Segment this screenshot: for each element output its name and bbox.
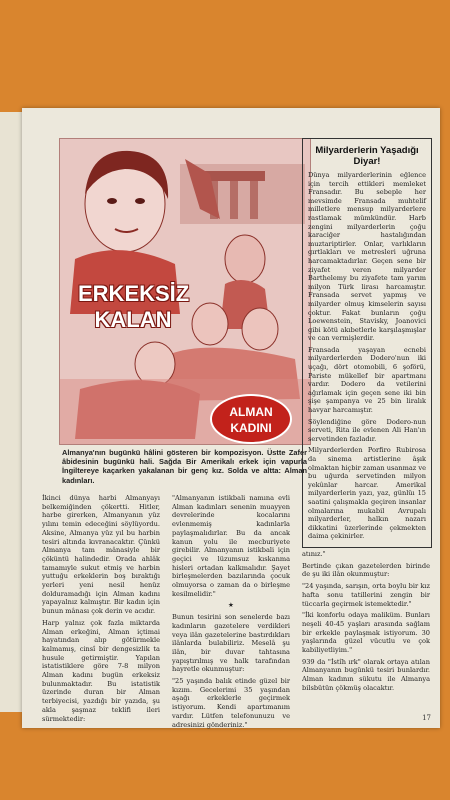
page-number: 17 <box>422 714 431 722</box>
sidebar-paragraph: Söylendiğine göre Dodero-nun serveti, Rita ile evlenen Ali Han'ın servetinden fazladır. <box>308 417 426 443</box>
article-column-2 <box>172 494 290 729</box>
article-paragraph: "İki konforlu odaya maliküm. Bunları neşeli 40-45 yaşları arasında sağlam bir erkekle paylaşmak istiyorum. 30 yaşlarında güzel vücutlu ve çok kabiliyetliyim." <box>302 611 430 655</box>
sidebar-paragraph: Milyarderlerden Porfiro Rubirosa da sinema artistlerine âşık olmaktan hiçbir zaman usanmaz ve bu uğurda servetinden milyon yekûnlar harcar. Amerikal milyarderlerin yazı, yaz, günlüı 15 saatini çalışmakla geçiren insanlar olmalarına mukabil Avrupalı milyarderler, halkın nazarı dikkatini üzerlerinde çekmekten daima çekinirler. <box>308 446 426 541</box>
photo-caption: Almanya'nın bugünkü hâlini gösteren bir kompozisyon. Üstte Zafer âbidesinin bugünkü hali. Sağda Bir Amerikalı erkek için vapurla İngiltereye kaçarken yakalanan bir genç kız. Solda ve altta: Alman kadınları. <box>62 448 307 485</box>
article-paragraph: "25 yaşında balık etinde güzel bir kızım. Gecelerimi 35 yaşından aşağı erkeklerle geçirmek istiyorum. Kendi apartımanım vardır. Lütfen telefonunuzu ve adresinizi gönderiniz." <box>172 677 290 729</box>
article-paragraph: 939 da "İstîh ırk" olarak ortaya atılan Almanyanın bugünkü tesiri bunlardır. Alman kadının sükutu ile Almanya bilsbütün çökmüş olacaktır. <box>302 657 430 692</box>
magazine-page <box>22 108 440 728</box>
article-column-3 <box>302 550 430 725</box>
sidebar-paragraph: Dünya milyarderlerinin eğlence için tercih ettikleri memleket Fransadır. Bu sebeple her mevsimde Fransada muhtelif milletlere mensup milyarderlere rastlamak mümkündür. Harb zengini milyarderlerin çoğu karaciğer hastalığından muztariptirler. Onlar, varlıkların gırtlakları ve metresleri uğruna harcamaktadırlar. Geçen sene bir ziyafet veren milyarder Barthelemy bu ziyafete tam yarım milyon Türk lirası harcamıştır. Fransada servet yapmış ve milyarder olmuş kimselerin sayısı çoktur. Fakat bunların çoğu Loewenstein, Stavisky, Joanovici gibi kötü akıbetlerle karşılaşmışlar ve can vermişlerdir. <box>308 171 426 343</box>
photo-badge: ALMAN KADINI <box>210 394 292 444</box>
article-paragraph: atınız." <box>302 550 326 558</box>
article-paragraph: İkinci dünya harbi Almanyayı belkemiğinden çökertti. Hitler, harbe girerken, Almanyanın yüz yılını temin edeceğini söylüyordu. Aksine, Almanya yüz yıl bu harbin tesiri altında kıvranacaktır. Çünkü Almanya tam mânasiyle bir çöküntü halindedir. Orada ahlâk tamamıyle sukut etmiş ve harbin yuttuğu erkeklerin boş bıraktığı yerleri yeni nesil henüz dolduramadığı için Alman kadını yapayalnız kalmıştır. Bir kadın için bunun mânası çok derin ve acıdır. <box>42 494 160 616</box>
article-column-1 <box>42 494 160 724</box>
article-paragraph: Harp yalnız çok fazla miktarda Alman erkeğini, Alman içtimai hayatından alıp götürmekle kalmamış, cinsî bir dengesizlik ta husule getirmiştir. Yapılan istatistiklere göre 7-8 milyon Alman kadını bugün erkeksiz bulunmaktadır. Bu istatistik üzerinde duran bir Alman terbiyecisi, yazdığı bir yazıda, şu akla şaşmaz teklifi ileri sürmektedir: <box>42 618 160 723</box>
sidebar-box <box>302 138 432 548</box>
sidebar-paragraph: Fransada yaşayan ecnebi milyarderlerden Dodero'nun iki uçağı, dört otomobili, 6 şoförü, Pariste mükellef bir apartmanı vardır. Dodero da vetilerini ağırlamak için geçen sene iki bin şişe şampanya ve 25 bin liralık havyar harcamıştır. <box>308 345 426 415</box>
sidebar-title: Milyarderlerin Yaşadığı Diyar! <box>315 145 419 167</box>
article-paragraph: Bertinde çıkan gazetelerden birinde de şu iki ilân okunmuştur: <box>302 561 430 579</box>
article-paragraph: "Almanyanın istikbali namına evli Alman kadınları senenin muayyen devrelerinde kocalarını evlenmemiş kadınlarla paylaşmalıdırlar. Bu da ancak kanun yolu ile mecburiyete girebilir. Almanyanın istikbali için geçici ve lüzumsuz kıskanma hisleri ortadan kalkmalıdır. Şayet birleşmelerden bazılarında çocuk olmuyorsa o zaman da o birleşme kesilmelidir." <box>172 494 290 598</box>
article-paragraph: Bunun tesirini son senelerde bazı kadınların gazetelere verdikleri veya ilân gazetelerine bastırdıkları ilânlarda bulabiliriz. Meselâ şu ilân, bir duvar tahtasına yapıştırılmış ve halk tarafından hayretle okunmuştur: <box>172 613 290 674</box>
article-paragraph: "24 yaşında, sarışın, orta boylu bir kız hafta sonu tatillerini zengin bir tüccarla geçirmek istemektedir." <box>302 582 430 608</box>
section-divider-star: ★ <box>228 601 234 610</box>
photo-composition <box>59 138 311 445</box>
photo-title: ERKEKSİZ KALAN <box>78 281 190 332</box>
